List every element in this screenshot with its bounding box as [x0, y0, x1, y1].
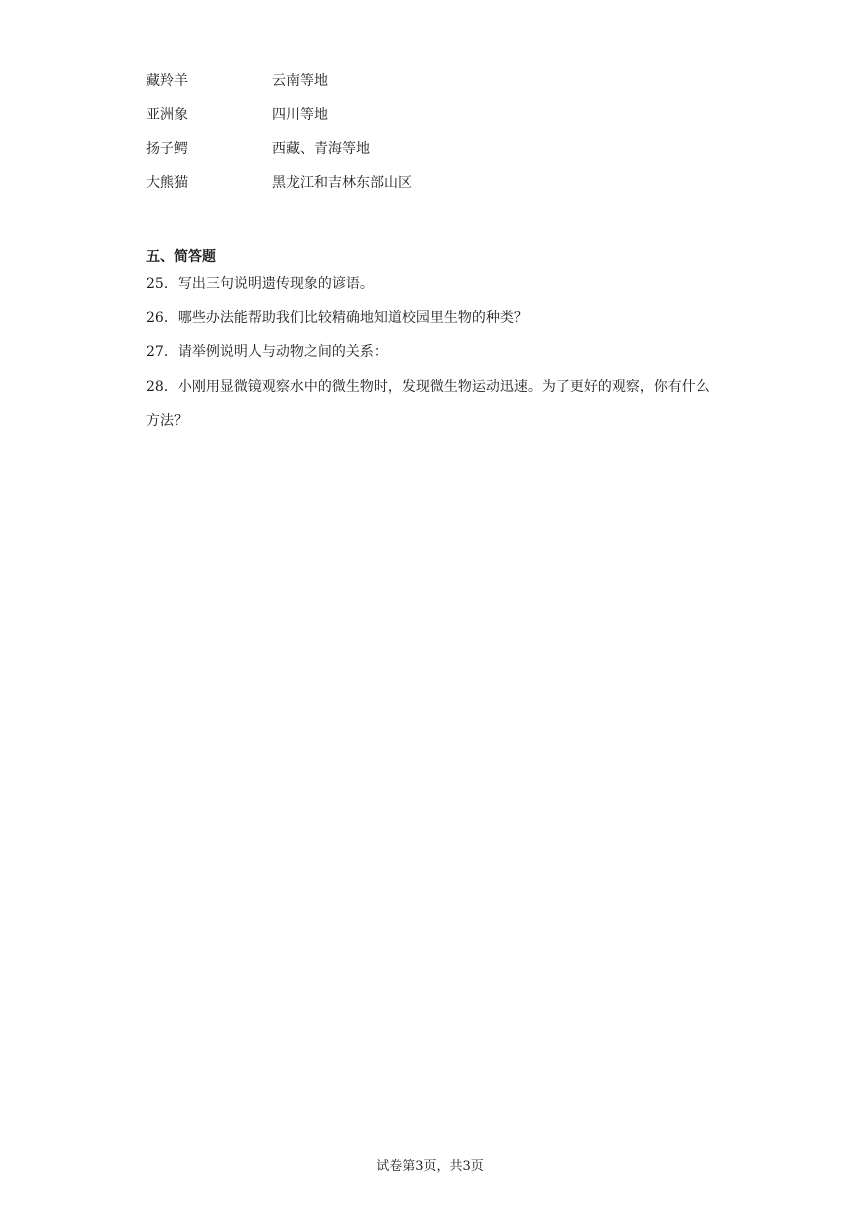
- match-region: 四川等地: [272, 107, 328, 123]
- match-animal: 大熊猫: [146, 175, 188, 191]
- question-27: 27．请举例说明人与动物之间的关系：: [146, 344, 388, 360]
- question-26: 26．哪些办法能帮助我们比较精确地知道校园里生物的种类？: [146, 310, 528, 326]
- question-25: 25．写出三句说明遗传现象的谚语。: [146, 276, 374, 292]
- match-region: 西藏、青海等地: [272, 141, 370, 157]
- match-animal: 亚洲象: [146, 107, 188, 123]
- match-animal: 扬子鳄: [146, 141, 188, 157]
- match-region: 云南等地: [272, 73, 328, 89]
- section-title: 五、简答题: [146, 249, 216, 265]
- page-footer: 试卷第3页，共3页: [376, 1159, 484, 1174]
- question-28: 28．小刚用显微镜观察水中的微生物时，发现微生物运动迅速。为了更好的观察，你有什么方法？: [146, 379, 710, 429]
- match-region: 黑龙江和吉林东部山区: [272, 175, 412, 191]
- match-animal: 藏羚羊: [146, 73, 188, 89]
